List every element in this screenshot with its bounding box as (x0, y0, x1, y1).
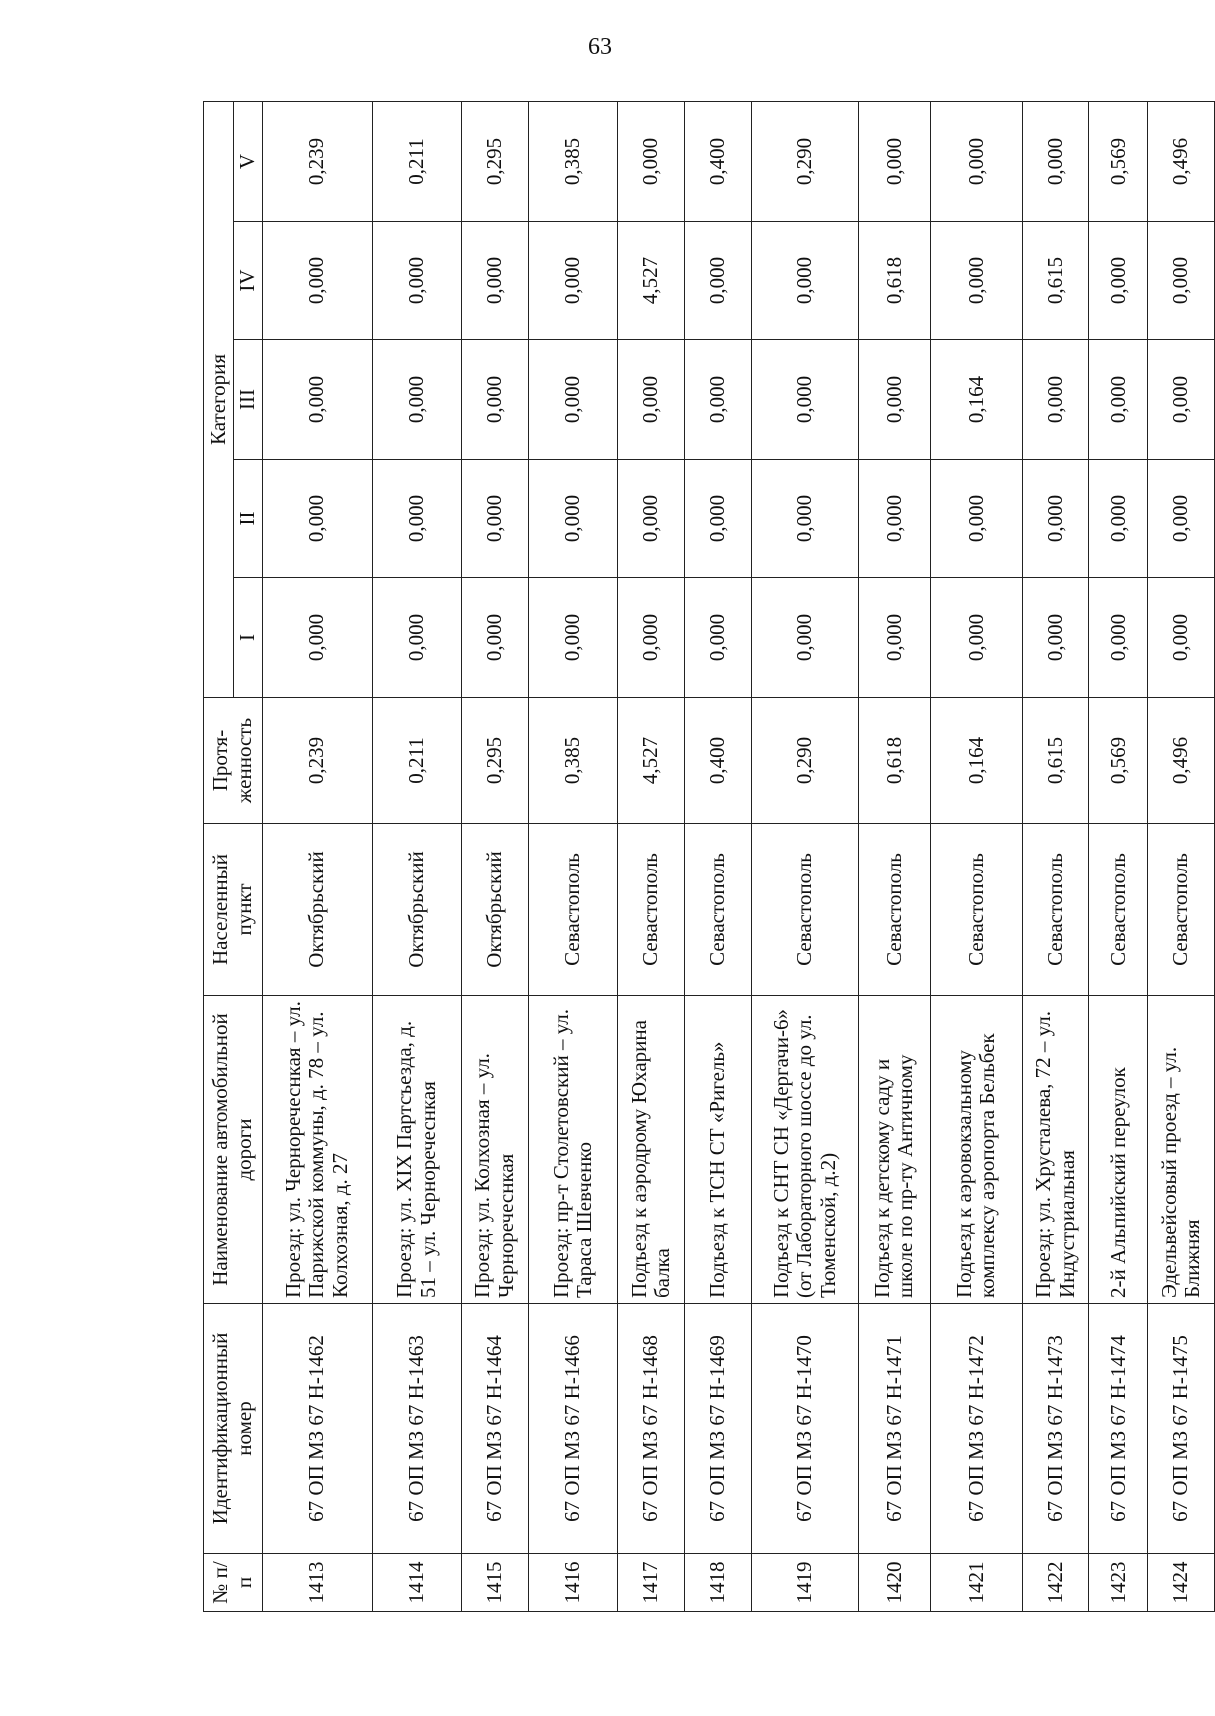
row-cat-iii: 0,000 (1089, 340, 1148, 460)
row-id: 67 ОП МЗ 67 Н-1463 (372, 1304, 462, 1554)
row-road-name: Проезд: пр-т Столетовский – ул. Тараса Шевченко (528, 996, 618, 1304)
row-cat-iii: 0,000 (751, 340, 859, 460)
row-cat-iii: 0,000 (372, 340, 462, 460)
row-cat-v: 0,496 (1148, 101, 1215, 221)
row-length: 0,496 (1148, 698, 1215, 824)
header-name: Наименование автомобильной дороги (204, 996, 263, 1304)
header-length: Протя-женность (204, 698, 263, 824)
header-cat-v: V (234, 101, 263, 221)
row-cat-iv: 0,000 (528, 222, 618, 340)
row-length: 0,618 (859, 698, 931, 824)
row-cat-v: 0,295 (462, 101, 529, 221)
row-cat-iv: 4,527 (618, 222, 685, 340)
row-cat-v: 0,000 (930, 101, 1022, 221)
row-cat-ii: 0,000 (859, 460, 931, 578)
row-length: 0,615 (1022, 698, 1089, 824)
row-cat-ii: 0,000 (1148, 460, 1215, 578)
row-settlement: Севастополь (751, 824, 859, 996)
row-road-name: Подъезд к ТСН СТ «Ригель» (684, 996, 751, 1304)
row-road-name: Подъезд к аэродрому Юхарина балка (618, 996, 685, 1304)
table-row (1148, 101, 1215, 1611)
row-cat-iv: 0,000 (262, 222, 372, 340)
row-cat-i: 0,000 (684, 578, 751, 698)
row-road-name: Проезд: ул. Колхозная – ул. Черноречеснкая (462, 996, 529, 1304)
row-id: 67 ОП МЗ 67 Н-1466 (528, 1304, 618, 1554)
row-cat-iv: 0,000 (372, 222, 462, 340)
row-cat-i: 0,000 (1089, 578, 1148, 698)
row-cat-i: 0,000 (751, 578, 859, 698)
header-category: Категория (204, 101, 234, 697)
header-cat-iii: III (234, 340, 263, 460)
row-cat-i: 0,000 (528, 578, 618, 698)
row-settlement: Октябрьский (262, 824, 372, 996)
row-cat-iv: 0,615 (1022, 222, 1089, 340)
row-cat-iv: 0,000 (751, 222, 859, 340)
row-cat-ii: 0,000 (528, 460, 618, 578)
rotated-table-container (203, 102, 1215, 1612)
row-settlement: Севастополь (930, 824, 1022, 996)
row-no: 1413 (262, 1554, 372, 1612)
header-id: Идентификационный номер (204, 1304, 263, 1554)
table-row (528, 101, 618, 1611)
row-cat-i: 0,000 (1022, 578, 1089, 698)
roads-table (203, 101, 1215, 1612)
row-no: 1416 (528, 1554, 618, 1612)
row-cat-ii: 0,000 (1022, 460, 1089, 578)
row-no: 1424 (1148, 1554, 1215, 1612)
table-row (462, 101, 529, 1611)
row-cat-v: 0,290 (751, 101, 859, 221)
table-row (262, 101, 372, 1611)
row-length: 4,527 (618, 698, 685, 824)
row-settlement: Октябрьский (372, 824, 462, 996)
row-cat-ii: 0,000 (262, 460, 372, 578)
row-no: 1418 (684, 1554, 751, 1612)
row-road-name: 2-й Альпийский переулок (1089, 996, 1148, 1304)
row-cat-v: 0,400 (684, 101, 751, 221)
row-cat-iii: 0,000 (528, 340, 618, 460)
row-id: 67 ОП МЗ 67 Н-1462 (262, 1304, 372, 1554)
row-id: 67 ОП МЗ 67 Н-1471 (859, 1304, 931, 1554)
row-cat-iii: 0,000 (618, 340, 685, 460)
row-no: 1420 (859, 1554, 931, 1612)
row-no: 1415 (462, 1554, 529, 1612)
page-number: 63 (588, 34, 612, 60)
table-body (262, 101, 1214, 1611)
row-length: 0,569 (1089, 698, 1148, 824)
row-settlement: Севастополь (1148, 824, 1215, 996)
row-length: 0,290 (751, 698, 859, 824)
row-length: 0,239 (262, 698, 372, 824)
header-cat-iv: IV (234, 222, 263, 340)
row-cat-v: 0,000 (618, 101, 685, 221)
row-cat-i: 0,000 (930, 578, 1022, 698)
row-cat-iv: 0,000 (462, 222, 529, 340)
row-id: 67 ОП МЗ 67 Н-1464 (462, 1304, 529, 1554)
row-cat-i: 0,000 (462, 578, 529, 698)
table-row (1089, 101, 1148, 1611)
row-length: 0,385 (528, 698, 618, 824)
table-row (930, 101, 1022, 1611)
row-id: 67 ОП МЗ 67 Н-1469 (684, 1304, 751, 1554)
row-no: 1422 (1022, 1554, 1089, 1612)
row-no: 1417 (618, 1554, 685, 1612)
row-cat-ii: 0,000 (684, 460, 751, 578)
row-no: 1414 (372, 1554, 462, 1612)
row-length: 0,164 (930, 698, 1022, 824)
row-cat-iv: 0,000 (1089, 222, 1148, 340)
row-id: 67 ОП МЗ 67 Н-1468 (618, 1304, 685, 1554)
row-cat-i: 0,000 (262, 578, 372, 698)
row-cat-ii: 0,000 (930, 460, 1022, 578)
header-no: № п/п (204, 1554, 263, 1612)
row-id: 67 ОП МЗ 67 Н-1475 (1148, 1304, 1215, 1554)
row-settlement: Севастополь (618, 824, 685, 996)
row-road-name: Подъезд к СНТ СН «Дергачи-6» (от Лабораторного шоссе до ул. Тюменской, д.2) (751, 996, 859, 1304)
row-cat-iii: 0,000 (262, 340, 372, 460)
row-no: 1421 (930, 1554, 1022, 1612)
row-cat-v: 0,239 (262, 101, 372, 221)
row-settlement: Севастополь (1089, 824, 1148, 996)
row-cat-iv: 0,000 (684, 222, 751, 340)
row-cat-iv: 0,618 (859, 222, 931, 340)
row-cat-ii: 0,000 (372, 460, 462, 578)
row-cat-i: 0,000 (618, 578, 685, 698)
row-settlement: Севастополь (1022, 824, 1089, 996)
row-no: 1419 (751, 1554, 859, 1612)
table-row (684, 101, 751, 1611)
row-no: 1423 (1089, 1554, 1148, 1612)
header-settlement: Населенный пункт (204, 824, 263, 996)
table-row (751, 101, 859, 1611)
row-cat-iii: 0,000 (1148, 340, 1215, 460)
row-cat-iii: 0,000 (684, 340, 751, 460)
header-cat-i: I (234, 578, 263, 698)
row-cat-iii: 0,000 (1022, 340, 1089, 460)
row-road-name: Проезд: ул. XIX Партсъезда, д. 51 – ул. Черноречеснкая (372, 996, 462, 1304)
row-cat-iii: 0,000 (859, 340, 931, 460)
table-row (859, 101, 931, 1611)
row-cat-i: 0,000 (372, 578, 462, 698)
row-cat-iv: 0,000 (1148, 222, 1215, 340)
table-row (1022, 101, 1089, 1611)
row-road-name: Подъезд к детскому саду и школе по пр-ту Античному (859, 996, 931, 1304)
row-cat-v: 0,385 (528, 101, 618, 221)
row-cat-v: 0,000 (1022, 101, 1089, 221)
row-settlement: Севастополь (859, 824, 931, 996)
row-cat-iii: 0,000 (462, 340, 529, 460)
row-cat-i: 0,000 (1148, 578, 1215, 698)
row-id: 67 ОП МЗ 67 Н-1473 (1022, 1304, 1089, 1554)
row-cat-ii: 0,000 (618, 460, 685, 578)
row-length: 0,211 (372, 698, 462, 824)
row-cat-ii: 0,000 (1089, 460, 1148, 578)
header-cat-ii: II (234, 460, 263, 578)
row-length: 0,295 (462, 698, 529, 824)
row-settlement: Октябрьский (462, 824, 529, 996)
row-settlement: Севастополь (684, 824, 751, 996)
row-cat-iv: 0,000 (930, 222, 1022, 340)
row-road-name: Подъезд к аэровокзальному комплексу аэропорта Бельбек (930, 996, 1022, 1304)
row-settlement: Севастополь (528, 824, 618, 996)
row-cat-v: 0,211 (372, 101, 462, 221)
row-cat-ii: 0,000 (462, 460, 529, 578)
row-id: 67 ОП МЗ 67 Н-1470 (751, 1304, 859, 1554)
row-cat-v: 0,000 (859, 101, 931, 221)
row-road-name: Проезд: ул. Черноречеснкая – ул. Парижской коммуны, д. 78 – ул. Колхозная, д. 27 (262, 996, 372, 1304)
row-cat-v: 0,569 (1089, 101, 1148, 221)
row-cat-i: 0,000 (859, 578, 931, 698)
row-id: 67 ОП МЗ 67 Н-1472 (930, 1304, 1022, 1554)
table-row (372, 101, 462, 1611)
table-row (618, 101, 685, 1611)
row-id: 67 ОП МЗ 67 Н-1474 (1089, 1304, 1148, 1554)
row-cat-iii: 0,164 (930, 340, 1022, 460)
row-road-name: Эдельвейсовый проезд – ул. Ближняя (1148, 996, 1215, 1304)
row-road-name: Проезд: ул. Хрусталева, 72 – ул. Индустриальная (1022, 996, 1089, 1304)
row-length: 0,400 (684, 698, 751, 824)
row-cat-ii: 0,000 (751, 460, 859, 578)
